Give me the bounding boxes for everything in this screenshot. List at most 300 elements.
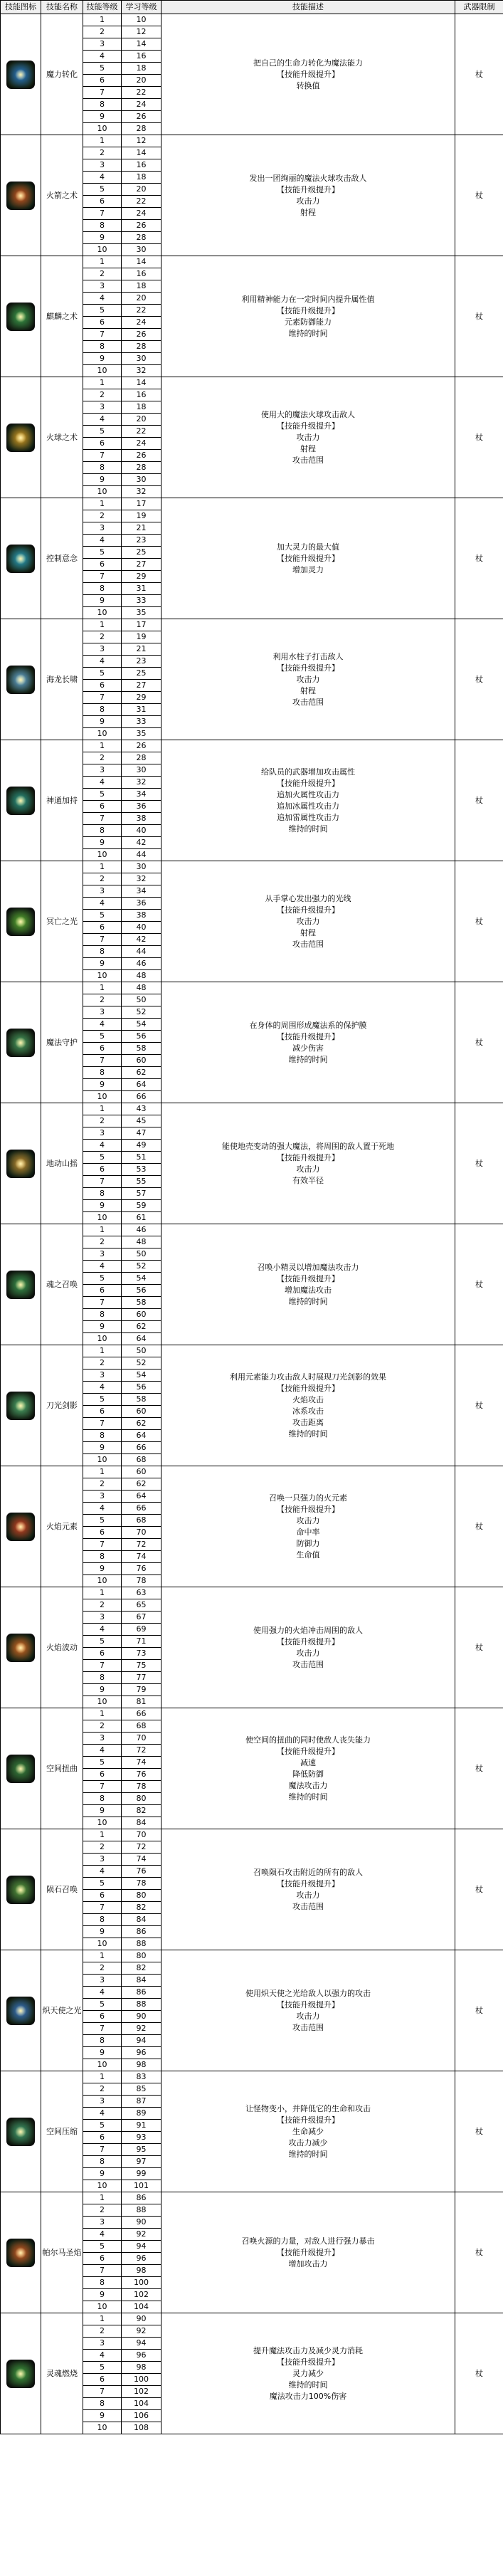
description-line: 【技能升级提升】: [277, 905, 339, 915]
skill-level: 4: [83, 2350, 122, 2362]
skill-name: 空间压缩: [41, 2071, 83, 2192]
learn-level: 100: [122, 2374, 162, 2386]
skill-level: 10: [83, 1696, 122, 1708]
skill-level: 5: [83, 1515, 122, 1527]
fire-element-icon: [6, 1513, 35, 1541]
learn-level: 62: [122, 1067, 162, 1079]
skill-level: 7: [83, 1055, 122, 1067]
learn-level: 56: [122, 1382, 162, 1394]
magic-guard-icon: [6, 1029, 35, 1057]
description-line: 追加雷属性攻击力: [277, 812, 339, 822]
learn-level: 40: [122, 922, 162, 934]
skill-level: 10: [83, 1938, 122, 1950]
description-line: 攻击力: [296, 916, 320, 926]
learn-level: 30: [122, 474, 162, 486]
fire-wave-icon: [6, 1634, 35, 1662]
learn-level: 65: [122, 1599, 162, 1612]
skill-level: 2: [83, 994, 122, 1006]
learn-level: 29: [122, 692, 162, 704]
skill-level: 4: [83, 1019, 122, 1031]
skill-description: [162, 377, 455, 498]
learn-level: 22: [122, 196, 162, 208]
learn-level: 52: [122, 1261, 162, 1273]
skill-level: 8: [83, 1188, 122, 1200]
skill-level: 2: [83, 1478, 122, 1491]
skill-description: [162, 1466, 455, 1587]
skill-level: 6: [83, 75, 122, 87]
learn-level: 67: [122, 1612, 162, 1624]
skill-level: 3: [83, 1854, 122, 1866]
learn-level: 46: [122, 1224, 162, 1236]
description-line: 攻击力: [296, 1648, 320, 1658]
skill-level: 4: [83, 777, 122, 789]
learn-level: 94: [122, 2035, 162, 2047]
learn-level: 92: [122, 2229, 162, 2241]
learn-level: 98: [122, 2362, 162, 2374]
learn-level: 22: [122, 305, 162, 317]
skill-level: 5: [83, 1152, 122, 1164]
skill-icon-cell: [1, 1103, 41, 1224]
weapon-limit: 杖: [455, 1466, 503, 1587]
weapon-limit: 杖: [455, 1103, 503, 1224]
learn-level: 17: [122, 619, 162, 631]
skill-level: 10: [83, 1091, 122, 1103]
skill-level: 1: [83, 1587, 122, 1599]
skill-description: [162, 1950, 455, 2071]
skill-level: 9: [83, 1079, 122, 1091]
learn-level: 23: [122, 535, 162, 547]
skill-level: 8: [83, 583, 122, 595]
skill-level: 4: [83, 656, 122, 668]
learn-level: 56: [122, 1285, 162, 1297]
learn-level: 28: [122, 462, 162, 474]
weapon-limit: 杖: [455, 1345, 503, 1466]
learn-level: 88: [122, 1999, 162, 2011]
skill-level: 2: [83, 1720, 122, 1733]
description-line: 攻击力: [296, 432, 320, 442]
learn-level: 50: [122, 994, 162, 1006]
skill-level: 6: [83, 922, 122, 934]
weapon-limit: 杖: [455, 982, 503, 1103]
skill-level: 2: [83, 26, 122, 38]
learn-level: 60: [122, 1406, 162, 1418]
description-line: 追加冰属性攻击力: [277, 801, 339, 811]
skill-level: 7: [83, 1902, 122, 1914]
skill-description: [162, 1224, 455, 1345]
learn-level: 62: [122, 1418, 162, 1430]
learn-level: 94: [122, 2241, 162, 2253]
description-line: 【技能升级提升】: [277, 1383, 339, 1393]
weapon-limit: 杖: [455, 1950, 503, 2071]
skill-level: 9: [83, 2289, 122, 2301]
skill-level: 7: [83, 2265, 122, 2277]
learn-level: 86: [122, 1987, 162, 1999]
description-line: 攻击力: [296, 1890, 320, 1900]
description-line: 维持的时间: [288, 2380, 328, 2390]
skill-level: 7: [83, 1660, 122, 1672]
learn-level: 98: [122, 2265, 162, 2277]
skill-level: 10: [83, 849, 122, 861]
table-row: [1, 2313, 503, 2325]
learn-level: 94: [122, 2338, 162, 2350]
description-line: 从手掌心发出强力的光线: [265, 893, 351, 903]
skill-level: 10: [83, 2059, 122, 2071]
column-header: 技能图标: [1, 1, 41, 14]
learn-level: 23: [122, 656, 162, 668]
learn-level: 92: [122, 2325, 162, 2338]
learn-level: 76: [122, 1769, 162, 1781]
learn-level: 14: [122, 38, 162, 51]
skill-level: 10: [83, 2180, 122, 2192]
skill-level: 7: [83, 692, 122, 704]
skill-name: 冥亡之光: [41, 861, 83, 982]
learn-level: 44: [122, 946, 162, 958]
skill-level: 7: [83, 1781, 122, 1793]
learn-level: 97: [122, 2156, 162, 2168]
skill-description: [162, 982, 455, 1103]
skill-level: 1: [83, 1466, 122, 1478]
description-line: 魔法攻击力: [288, 1780, 328, 1790]
learn-level: 54: [122, 1019, 162, 1031]
skill-name: 地动山摇: [41, 1103, 83, 1224]
learn-level: 92: [122, 2023, 162, 2035]
learn-level: 12: [122, 26, 162, 38]
learn-level: 74: [122, 1757, 162, 1769]
learn-level: 64: [122, 1430, 162, 1442]
learn-level: 76: [122, 1563, 162, 1575]
skill-level: 4: [83, 414, 122, 426]
skill-level: 1: [83, 1950, 122, 1962]
description-line: 加大灵力的最大值: [277, 542, 339, 552]
skill-level: 5: [83, 789, 122, 801]
column-header: 技能名称: [41, 1, 83, 14]
description-line: 增加攻击力: [288, 2259, 328, 2269]
description-line: 灵力减少: [292, 2368, 324, 2378]
skill-icon-cell: [1, 256, 41, 377]
description-line: 维持的时间: [288, 824, 328, 834]
skill-level: 4: [83, 1745, 122, 1757]
description-line: 【技能升级提升】: [277, 1746, 339, 1756]
skill-level: 4: [83, 1624, 122, 1636]
learn-level: 26: [122, 111, 162, 123]
skill-level: 3: [83, 1733, 122, 1745]
description-line: 降低防御: [292, 1769, 324, 1779]
skill-level: 6: [83, 2011, 122, 2023]
learn-level: 88: [122, 1938, 162, 1950]
learn-level: 53: [122, 1164, 162, 1176]
description-line: 【技能升级提升】: [277, 2357, 339, 2367]
description-line: 防御力: [296, 1538, 320, 1548]
learn-level: 51: [122, 1152, 162, 1164]
learn-level: 21: [122, 522, 162, 535]
description-line: 射程: [300, 443, 316, 453]
skill-level: 6: [83, 438, 122, 450]
learn-level: 28: [122, 752, 162, 764]
skill-name: 灵魂燃烧: [41, 2313, 83, 2434]
skill-level: 6: [83, 1043, 122, 1055]
description-line: 攻击范围: [292, 697, 324, 707]
description-line: 减少伤害: [292, 1043, 324, 1053]
skill-level: 8: [83, 2156, 122, 2168]
skill-level: 1: [83, 2071, 122, 2083]
skill-level: 3: [83, 522, 122, 535]
skill-name: 火球之术: [41, 377, 83, 498]
table-row: [1, 861, 503, 873]
description-line: 冰系攻击: [292, 1406, 324, 1416]
learn-level: 34: [122, 885, 162, 898]
description-line: 召唤小精灵以增加魔法攻击力: [257, 1262, 359, 1272]
learn-level: 82: [122, 1962, 162, 1975]
learn-level: 16: [122, 268, 162, 280]
skill-name: 火焰元素: [41, 1466, 83, 1587]
learn-level: 36: [122, 898, 162, 910]
description-line: 在身体的周围形成魔法系的保护膜: [249, 1020, 367, 1030]
skill-description: [162, 619, 455, 740]
skill-level: 3: [83, 1612, 122, 1624]
skill-description: [162, 135, 455, 256]
learn-level: 19: [122, 631, 162, 643]
description-line: 【技能升级提升】: [277, 1152, 339, 1162]
learn-level: 74: [122, 1854, 162, 1866]
skill-level: 4: [83, 1261, 122, 1273]
skill-level: 8: [83, 2277, 122, 2289]
table-row: [1, 377, 503, 389]
skill-level: 9: [83, 595, 122, 607]
description-line: 攻击力: [296, 2011, 320, 2021]
learn-level: 14: [122, 377, 162, 389]
weapon-limit: 杖: [455, 861, 503, 982]
skill-level: 9: [83, 1321, 122, 1333]
learn-level: 70: [122, 1829, 162, 1841]
learn-level: 68: [122, 1454, 162, 1466]
description-line: 利用水柱子打击敌人: [272, 651, 344, 661]
skill-level: 8: [83, 99, 122, 111]
description-line: 射程: [300, 927, 316, 937]
skill-level: 3: [83, 1975, 122, 1987]
description-line: 追加火属性攻击力: [277, 789, 339, 799]
skill-level: 9: [83, 1684, 122, 1696]
learn-level: 71: [122, 1636, 162, 1648]
description-line: 维持的时间: [288, 328, 328, 338]
skill-level: 5: [83, 2241, 122, 2253]
mind-control-icon: [6, 545, 35, 573]
learn-level: 22: [122, 87, 162, 99]
learn-level: 73: [122, 1648, 162, 1660]
skill-description: [162, 1829, 455, 1950]
learn-level: 19: [122, 510, 162, 522]
learn-level: 66: [122, 1503, 162, 1515]
learn-level: 99: [122, 2168, 162, 2180]
learn-level: 16: [122, 389, 162, 401]
learn-level: 26: [122, 740, 162, 752]
learn-level: 27: [122, 680, 162, 692]
skill-name: 魂之召唤: [41, 1224, 83, 1345]
skill-level: 1: [83, 1829, 122, 1841]
skill-icon-cell: [1, 1708, 41, 1829]
skill-level: 10: [83, 1817, 122, 1829]
skill-level: 6: [83, 1285, 122, 1297]
description-line: 【技能升级提升】: [277, 553, 339, 563]
skill-level: 1: [83, 135, 122, 147]
skill-level: 4: [83, 535, 122, 547]
skill-level: 2: [83, 2325, 122, 2338]
learn-level: 96: [122, 2350, 162, 2362]
skill-icon-cell: [1, 2313, 41, 2434]
learn-level: 25: [122, 547, 162, 559]
skill-level: 8: [83, 462, 122, 474]
learn-level: 30: [122, 764, 162, 777]
skill-level: 9: [83, 1926, 122, 1938]
skill-description: [162, 14, 455, 135]
description-line: 【技能升级提升】: [277, 2247, 339, 2257]
learn-level: 18: [122, 280, 162, 293]
learn-level: 44: [122, 849, 162, 861]
skill-level: 6: [83, 2374, 122, 2386]
skill-level: 7: [83, 1176, 122, 1188]
description-line: 攻击范围: [292, 2022, 324, 2032]
learn-level: 104: [122, 2398, 162, 2410]
skill-level: 2: [83, 1599, 122, 1612]
learn-level: 89: [122, 2108, 162, 2120]
skill-description: [162, 498, 455, 619]
skill-icon-cell: [1, 619, 41, 740]
skill-level: 3: [83, 280, 122, 293]
skill-level: 6: [83, 1769, 122, 1781]
header-row: [1, 1, 503, 14]
learn-level: 60: [122, 1309, 162, 1321]
skill-name: 炽天使之光: [41, 1950, 83, 2071]
learn-level: 48: [122, 1236, 162, 1248]
description-line: 攻击力: [296, 674, 320, 684]
learn-level: 69: [122, 1624, 162, 1636]
skill-level: 7: [83, 934, 122, 946]
learn-level: 72: [122, 1539, 162, 1551]
learn-level: 22: [122, 426, 162, 438]
description-line: 维持的时间: [288, 1054, 328, 1064]
description-line: 攻击力: [296, 196, 320, 206]
skill-level: 1: [83, 619, 122, 631]
divine-blessing-icon: [6, 787, 35, 815]
skill-level: 9: [83, 837, 122, 849]
skill-description: [162, 2192, 455, 2313]
skill-level: 9: [83, 1200, 122, 1212]
fireball-icon: [6, 424, 35, 452]
description-line: 元素防御能力: [285, 317, 332, 327]
learn-level: 102: [122, 2386, 162, 2398]
skill-level: 9: [83, 2047, 122, 2059]
learn-level: 52: [122, 1357, 162, 1370]
learn-level: 35: [122, 607, 162, 619]
learn-level: 58: [122, 1043, 162, 1055]
table-row: [1, 1103, 503, 1115]
skill-icon-cell: [1, 740, 41, 861]
palma-flame-icon: [6, 2239, 35, 2267]
skill-level: 10: [83, 1575, 122, 1587]
skill-level: 10: [83, 2422, 122, 2434]
skill-level: 10: [83, 1454, 122, 1466]
skill-icon-cell: [1, 377, 41, 498]
skill-icon-cell: [1, 1950, 41, 2071]
skill-level: 1: [83, 1103, 122, 1115]
death-light-icon: [6, 908, 35, 936]
description-line: 利用元素能力攻击敌人时展现刀光剑影的效果: [230, 1372, 386, 1382]
learn-level: 87: [122, 2096, 162, 2108]
skill-name: 火焰波动: [41, 1587, 83, 1708]
space-compression-icon: [6, 2118, 35, 2146]
table-row: [1, 740, 503, 752]
skill-level: 3: [83, 159, 122, 172]
description-line: 攻击力: [296, 1515, 320, 1525]
learn-level: 70: [122, 1527, 162, 1539]
skill-description: [162, 1345, 455, 1466]
skill-level: 6: [83, 801, 122, 813]
description-line: 攻击力减少: [288, 2138, 328, 2147]
learn-level: 25: [122, 668, 162, 680]
skill-level: 1: [83, 1224, 122, 1236]
skill-level: 8: [83, 220, 122, 232]
learn-level: 83: [122, 2071, 162, 2083]
soul-summon-icon: [6, 1271, 35, 1299]
skill-level: 6: [83, 2132, 122, 2144]
skill-level: 2: [83, 873, 122, 885]
skill-level: 10: [83, 1333, 122, 1345]
space-distortion-icon: [6, 1755, 35, 1783]
description-line: 让怪物变小，并降低它的生命和攻击: [245, 2103, 371, 2113]
description-line: 命中率: [296, 1527, 320, 1537]
learn-level: 55: [122, 1176, 162, 1188]
skill-level: 2: [83, 1962, 122, 1975]
description-line: 使用强力的火焰冲击周围的敌人: [253, 1625, 363, 1635]
description-line: 【技能升级提升】: [277, 1273, 339, 1283]
skill-level: 3: [83, 2338, 122, 2350]
learn-level: 91: [122, 2120, 162, 2132]
skill-level: 10: [83, 365, 122, 377]
learn-level: 48: [122, 982, 162, 994]
skill-description: [162, 1103, 455, 1224]
skill-level: 10: [83, 244, 122, 256]
learn-level: 80: [122, 1950, 162, 1962]
learn-level: 81: [122, 1696, 162, 1708]
description-line: 有效半径: [292, 1175, 324, 1185]
learn-level: 108: [122, 2422, 162, 2434]
mana-conversion-icon: [6, 61, 35, 89]
skill-level: 9: [83, 1563, 122, 1575]
learn-level: 36: [122, 801, 162, 813]
skill-icon-cell: [1, 1587, 41, 1708]
skill-level: 8: [83, 341, 122, 353]
learn-level: 90: [122, 2313, 162, 2325]
weapon-limit: 杖: [455, 2071, 503, 2192]
learn-level: 82: [122, 1805, 162, 1817]
skill-level: 4: [83, 1382, 122, 1394]
skill-level: 6: [83, 1890, 122, 1902]
learn-level: 66: [122, 1442, 162, 1454]
table-row: [1, 1466, 503, 1478]
weapon-limit: 杖: [455, 1587, 503, 1708]
table-row: [1, 2071, 503, 2083]
learn-level: 20: [122, 293, 162, 305]
column-header: 武器限制: [455, 1, 503, 14]
learn-level: 66: [122, 1091, 162, 1103]
skill-level: 8: [83, 1309, 122, 1321]
table-row: [1, 256, 503, 268]
weapon-limit: 杖: [455, 135, 503, 256]
learn-level: 14: [122, 147, 162, 159]
learn-level: 62: [122, 1321, 162, 1333]
learn-level: 93: [122, 2132, 162, 2144]
skill-icon-cell: [1, 14, 41, 135]
skill-level: 4: [83, 1140, 122, 1152]
